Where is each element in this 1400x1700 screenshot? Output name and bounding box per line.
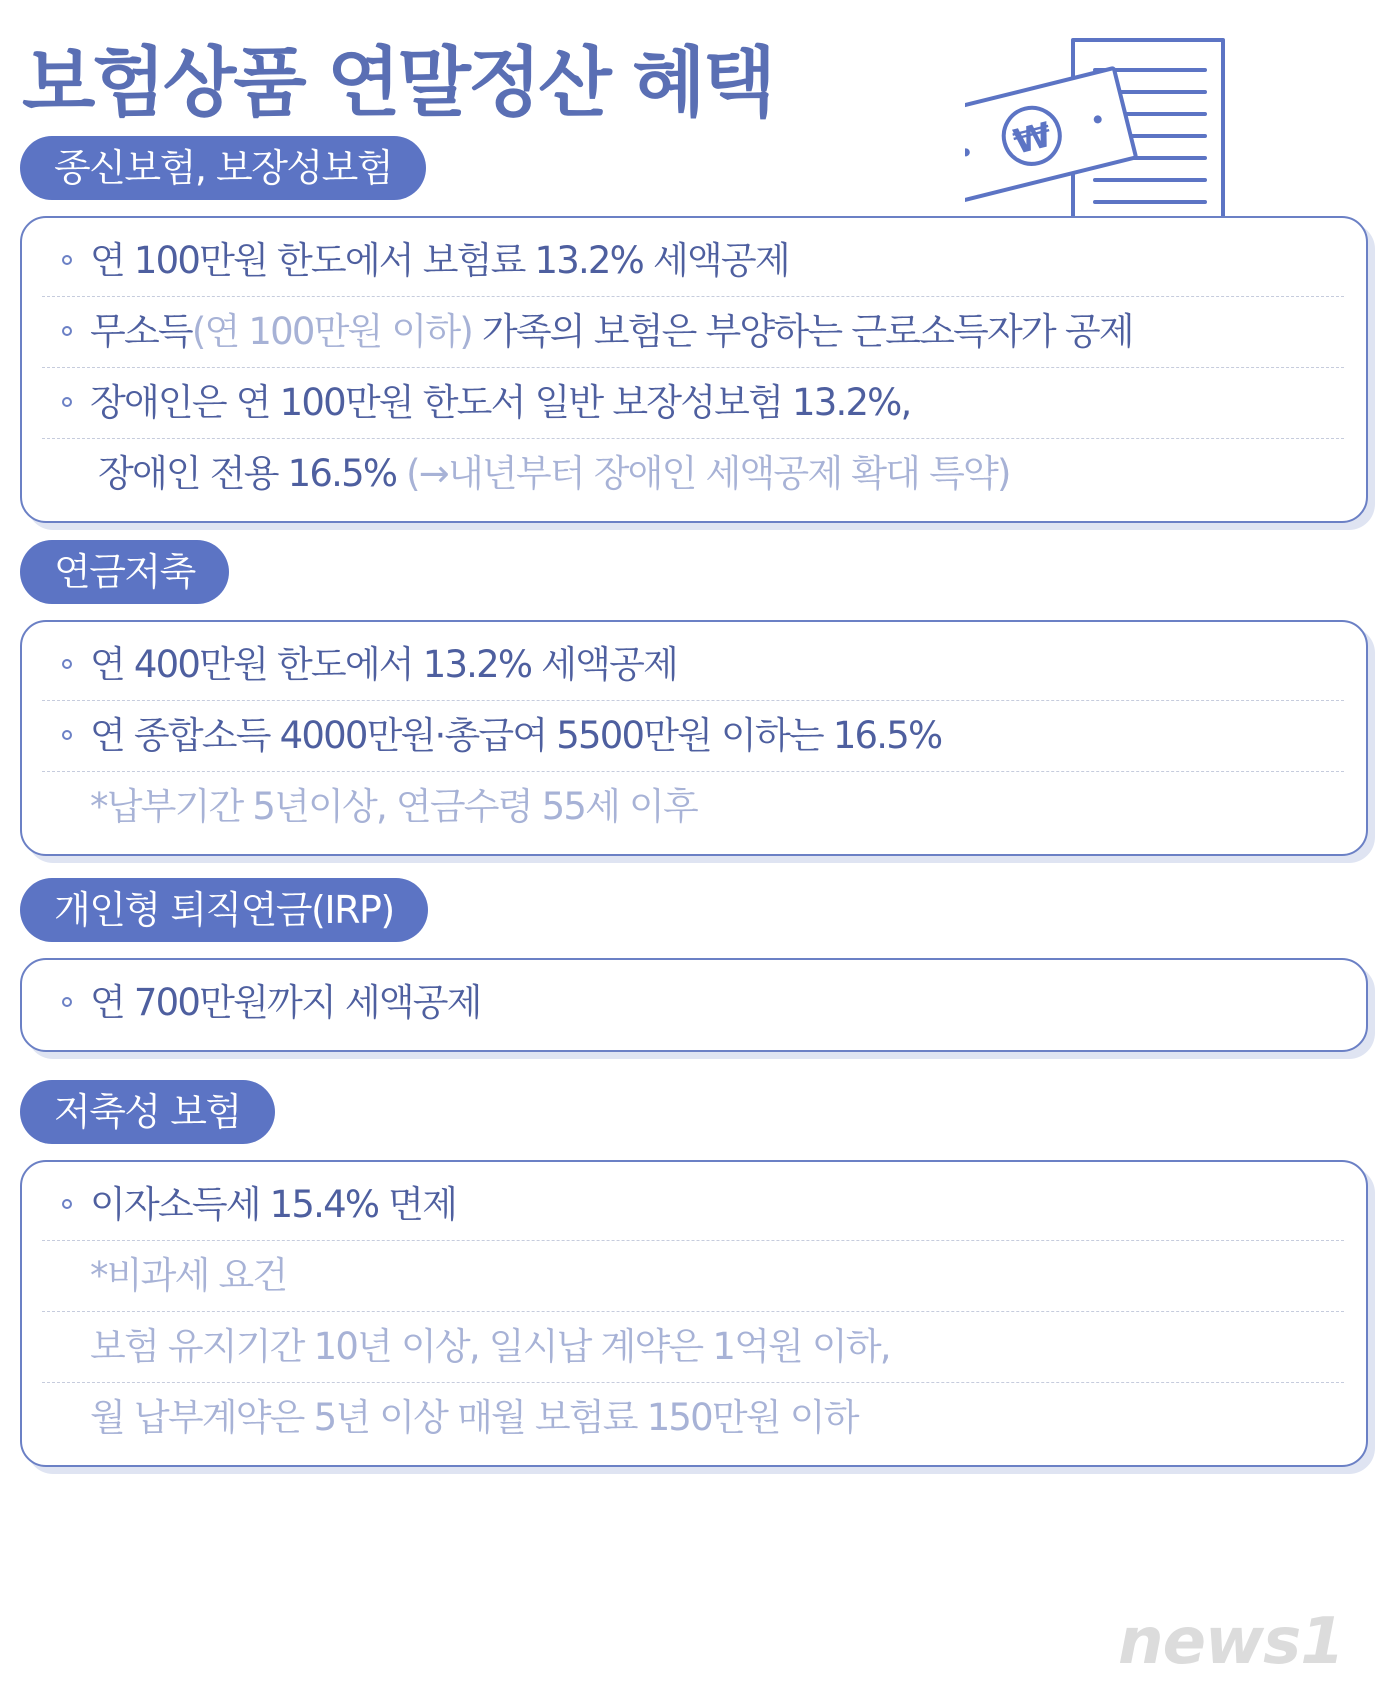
- list-item-note: [42, 1241, 1344, 1312]
- list-item-note: (→내년부터 장애인 세액공제 확대 특약): [406, 452, 1010, 495]
- list-item-note-text: *비과세 요건: [90, 1254, 287, 1297]
- bullet-icon: [62, 1199, 72, 1209]
- page-title: 보험상품 연말정산 혜택: [22, 38, 774, 127]
- list-item-text: 연 100만원 한도에서 보험료 13.2% 세액공제: [90, 239, 789, 282]
- section-label: 연금저축: [20, 540, 229, 604]
- list-item-note: [42, 1312, 1344, 1383]
- list-item-text: 이자소득세 15.4% 면제: [90, 1183, 457, 1226]
- section-content-box: [20, 958, 1368, 1052]
- news1-watermark-logo: news1: [1118, 1605, 1344, 1679]
- list-item-text: 연 400만원 한도에서 13.2% 세액공제: [90, 643, 677, 686]
- list-item: [42, 968, 1344, 1038]
- bullet-icon: [62, 730, 72, 740]
- list-item-text: 가족의 보험은 부양하는 근로소득자가 공제: [471, 310, 1133, 353]
- section-content-box: [20, 620, 1368, 856]
- list-item: [42, 701, 1344, 772]
- bullet-icon: [62, 397, 72, 407]
- bullet-icon: [62, 326, 72, 336]
- won-symbol: ₩: [1009, 114, 1056, 163]
- list-item: [42, 630, 1344, 701]
- section-whole-life-insurance: [20, 136, 1376, 523]
- list-item: [42, 1170, 1344, 1241]
- section-label: 종신보험, 보장성보험: [20, 136, 426, 200]
- list-item: [42, 297, 1344, 368]
- list-item-text: 연 700만원까지 세액공제: [90, 981, 481, 1024]
- list-item-text: 무소득: [90, 310, 192, 353]
- list-item-note: [42, 772, 1344, 842]
- list-item-text: 연 종합소득 4000만원·총급여 5500만원 이하는 16.5%: [90, 714, 942, 757]
- list-item-note: (연 100만원 이하): [191, 310, 472, 353]
- section-label: 저축성 보험: [20, 1080, 275, 1144]
- section-pension-savings: [20, 540, 1376, 856]
- section-irp: [20, 878, 1376, 1052]
- list-item-continuation: [42, 439, 1344, 509]
- list-item-note: [42, 1383, 1344, 1453]
- list-item-note-text: *납부기간 5년이상, 연금수령 55세 이후: [90, 785, 697, 828]
- section-label: 개인형 퇴직연금(IRP): [20, 878, 428, 942]
- bullet-icon: [62, 659, 72, 669]
- list-item-note-text: 보험 유지기간 10년 이상, 일시납 계약은 1억원 이하,: [90, 1325, 890, 1368]
- list-item: [42, 226, 1344, 297]
- bullet-icon: [62, 997, 72, 1007]
- bullet-icon: [62, 255, 72, 265]
- list-item-text: 장애인 전용 16.5%: [98, 452, 407, 495]
- section-savings-insurance: [20, 1080, 1376, 1467]
- list-item-text: 장애인은 연 100만원 한도서 일반 보장성보험 13.2%,: [90, 381, 911, 424]
- list-item: [42, 368, 1344, 439]
- list-item-note-text: 월 납부계약은 5년 이상 매월 보험료 150만원 이하: [90, 1396, 858, 1439]
- section-content-box: [20, 216, 1368, 523]
- section-content-box: [20, 1160, 1368, 1467]
